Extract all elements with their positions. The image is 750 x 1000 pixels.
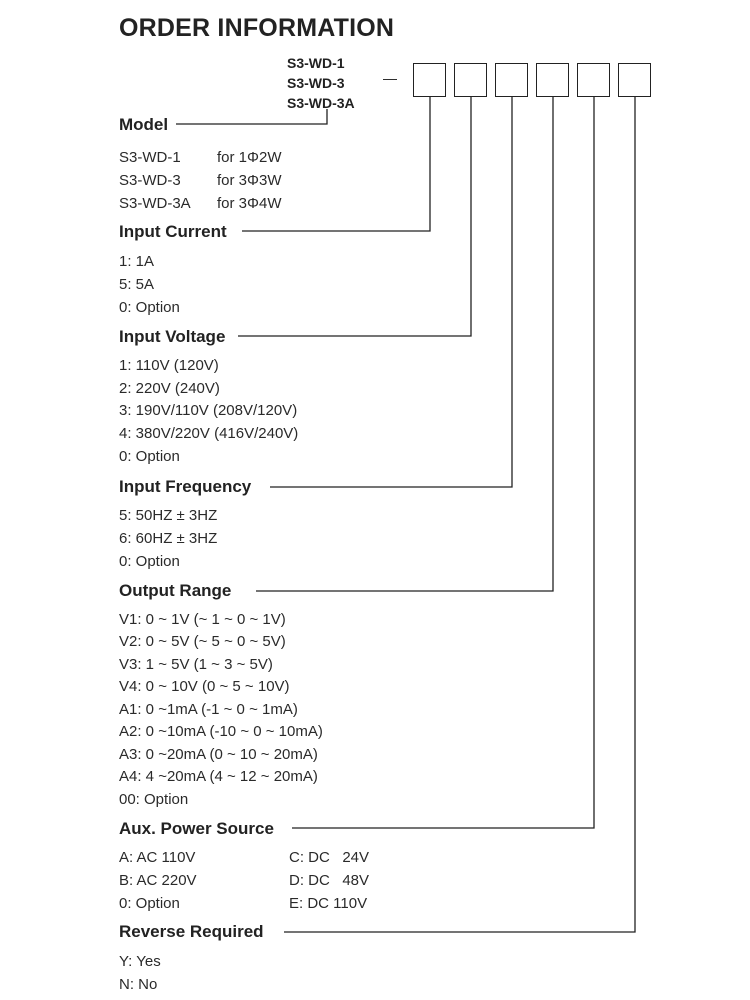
output-range-option: A3: 0 ~20mA (0 ~ 10 ~ 20mA) xyxy=(119,746,318,763)
model-option-3-desc: for 3Φ4W xyxy=(217,195,282,212)
input-current-option: 0: Option xyxy=(119,299,180,316)
input-frequency-heading: Input Frequency xyxy=(119,477,252,496)
reverse-required-option: N: No xyxy=(119,976,158,993)
input-voltage-option: 3: 190V/110V (208V/120V) xyxy=(119,402,298,419)
aux-power-option: B: AC 220V xyxy=(119,872,197,889)
model-option-1-code: S3-WD-1 xyxy=(119,149,181,166)
input-voltage-option: 4: 380V/220V (416V/240V) xyxy=(119,425,299,442)
output-range-option: V3: 1 ~ 5V (1 ~ 3 ~ 5V) xyxy=(119,656,273,673)
output-range-option: 00: Option xyxy=(119,791,189,808)
input-voltage-connector xyxy=(238,97,471,336)
input-current-option: 5: 5A xyxy=(119,276,155,293)
output-range-option: A2: 0 ~10mA (-10 ~ 0 ~ 10mA) xyxy=(119,723,323,740)
aux-power-option: C: DC 24V xyxy=(289,849,370,866)
aux-power-option: 0: Option xyxy=(119,895,180,912)
model-code-1: S3-WD-1 xyxy=(287,55,345,71)
output-range-option: V2: 0 ~ 5V (~ 5 ~ 0 ~ 5V) xyxy=(119,633,286,650)
output-range-option: V4: 0 ~ 10V (0 ~ 5 ~ 10V) xyxy=(119,678,290,695)
model-connector xyxy=(176,109,327,124)
input-voltage-option: 2: 220V (240V) xyxy=(119,380,220,397)
output-range-option: A4: 4 ~20mA (4 ~ 12 ~ 20mA) xyxy=(119,768,318,785)
reverse-required-option: Y: Yes xyxy=(119,953,161,970)
output-range-connector xyxy=(256,97,553,591)
reverse-required-heading: Reverse Required xyxy=(119,922,264,941)
aux-power-option: A: AC 110V xyxy=(119,849,196,866)
model-option-2-desc: for 3Φ3W xyxy=(217,172,282,189)
aux-power-option: E: DC 110V xyxy=(289,895,368,912)
input-voltage-option: 1: 110V (120V) xyxy=(119,357,219,374)
page-title: ORDER INFORMATION xyxy=(119,14,395,42)
output-range-option: V1: 0 ~ 1V (~ 1 ~ 0 ~ 1V) xyxy=(119,611,286,628)
input-current-heading: Input Current xyxy=(119,222,227,241)
aux-power-option: D: DC 48V xyxy=(289,872,370,889)
model-option-2-code: S3-WD-3 xyxy=(119,172,181,189)
output-range-option: A1: 0 ~1mA (-1 ~ 0 ~ 1mA) xyxy=(119,701,298,718)
input-frequency-option: 6: 60HZ ± 3HZ xyxy=(119,530,218,547)
input-current-option: 1: 1A xyxy=(119,253,155,270)
input-voltage-heading: Input Voltage xyxy=(119,327,226,346)
aux-power-connector xyxy=(292,97,594,828)
input-frequency-option: 5: 50HZ ± 3HZ xyxy=(119,507,218,524)
aux-power-heading: Aux. Power Source xyxy=(119,819,274,838)
model-option-3-code: S3-WD-3A xyxy=(119,195,191,212)
input-frequency-option: 0: Option xyxy=(119,553,180,570)
input-frequency-connector xyxy=(270,97,512,487)
reverse-required-connector xyxy=(284,97,635,932)
model-option-1-desc: for 1Φ2W xyxy=(217,149,282,166)
output-range-heading: Output Range xyxy=(119,581,232,600)
model-dash: — xyxy=(383,70,397,86)
model-heading: Model xyxy=(119,115,169,134)
input-voltage-option: 0: Option xyxy=(119,448,180,465)
model-code-2: S3-WD-3 xyxy=(287,75,345,91)
model-code-3: S3-WD-3A xyxy=(287,95,355,111)
